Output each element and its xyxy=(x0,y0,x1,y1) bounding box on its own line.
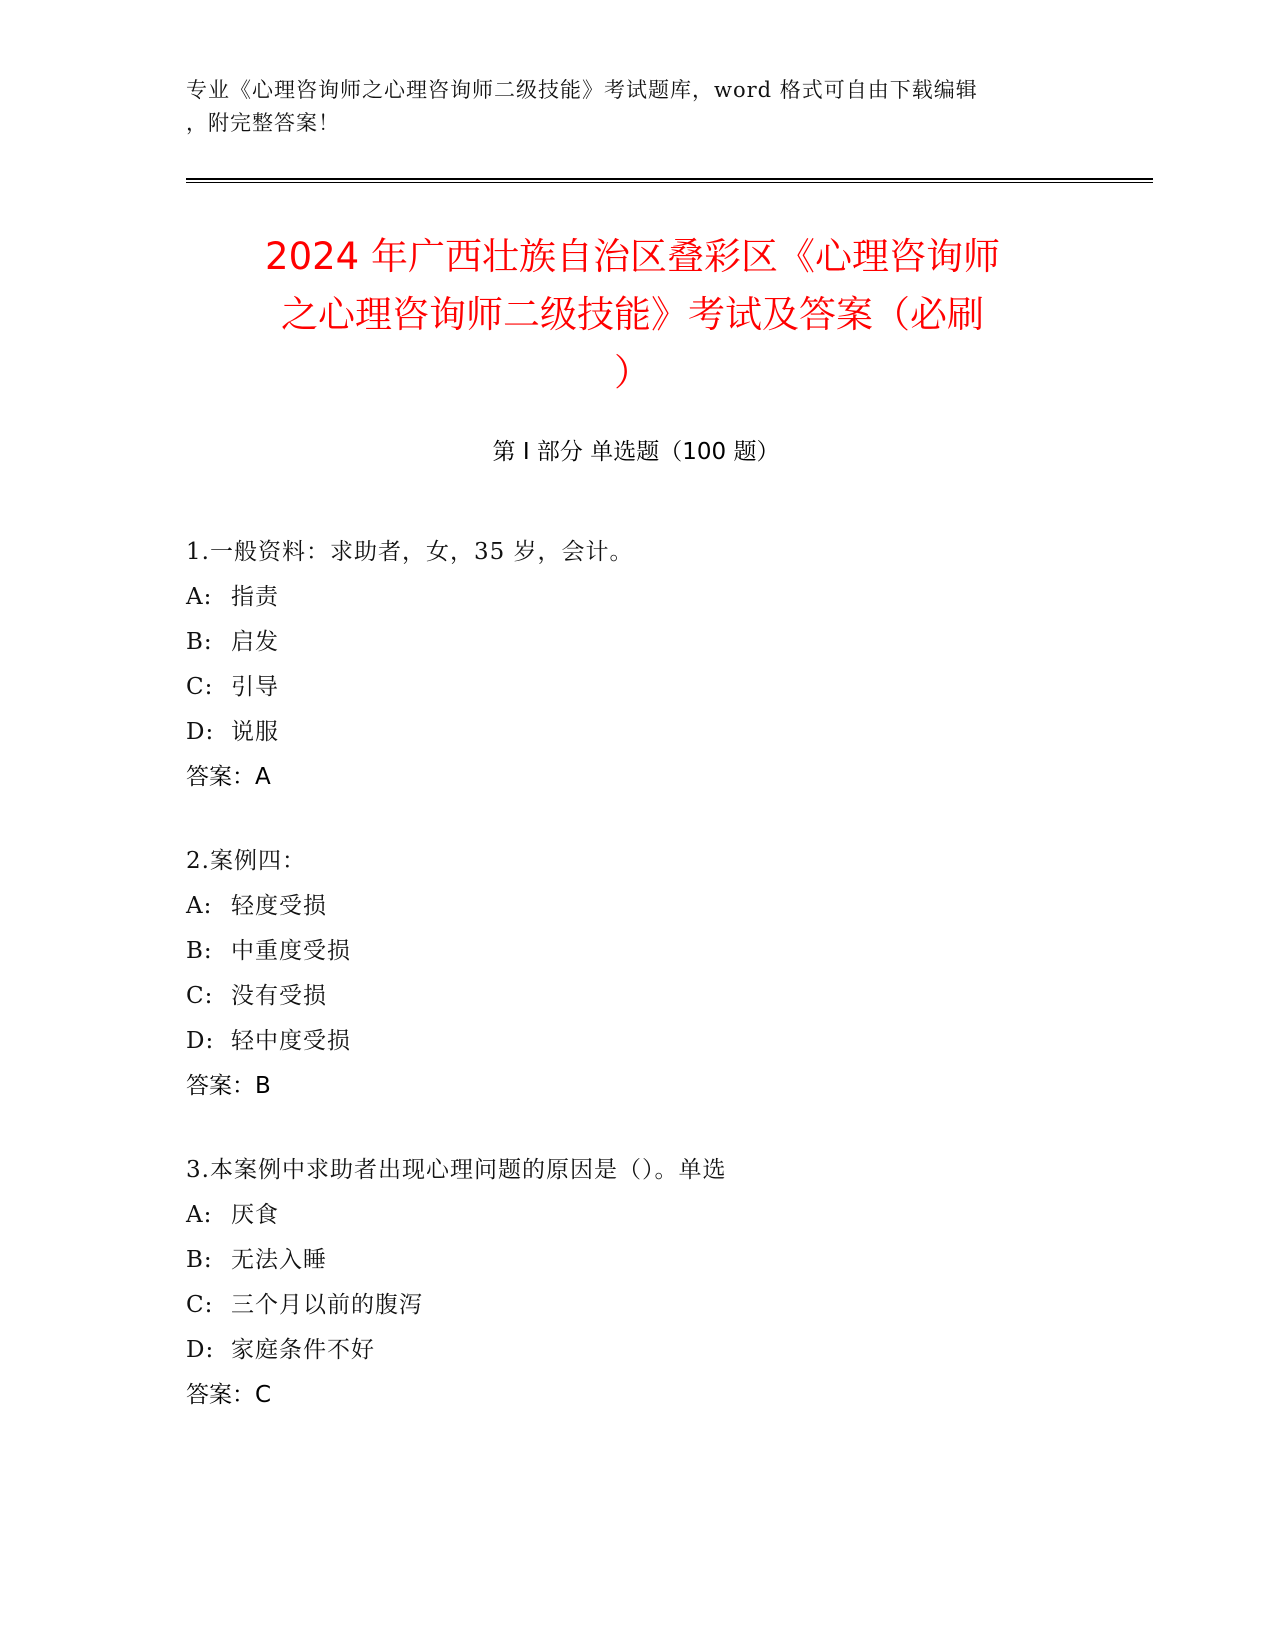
option-letter: A: xyxy=(186,584,213,610)
option-letter: D: xyxy=(186,719,215,745)
header-rule-thin xyxy=(186,182,1153,183)
option-letter: C: xyxy=(186,983,214,1009)
option-text: 轻度受损 xyxy=(231,893,327,919)
option-b xyxy=(186,929,1086,974)
option-text: 中重度受损 xyxy=(231,938,351,964)
question-stem: 1.一般资料：求助者，女，35 岁，会计。 xyxy=(186,539,634,565)
question-2 xyxy=(186,839,1086,1109)
option-text: 家庭条件不好 xyxy=(231,1337,375,1363)
option-text: 引导 xyxy=(231,674,279,700)
option-letter: A: xyxy=(186,893,213,919)
header-note xyxy=(186,74,1086,140)
header-note-line1: 专业《心理咨询师之心理咨询师二级技能》考试题库，word 格式可自由下载编辑 xyxy=(186,78,978,102)
question-list xyxy=(186,530,1086,1457)
option-text: 指责 xyxy=(231,584,279,610)
option-text: 没有受损 xyxy=(231,983,327,1009)
header-rule-thick xyxy=(186,178,1153,180)
option-letter: D: xyxy=(186,1028,215,1054)
question-1 xyxy=(186,530,1086,800)
answer-line: 答案：A xyxy=(186,764,271,790)
option-letter: C: xyxy=(186,1292,214,1318)
option-letter: B: xyxy=(186,629,213,655)
question-stem: 3.本案例中求助者出现心理问题的原因是（）。单选 xyxy=(186,1157,727,1183)
option-b xyxy=(186,1238,1086,1283)
document-title-line1: 2024 年广西壮族自治区叠彩区《心理咨询师 xyxy=(265,235,1000,278)
option-text: 厌食 xyxy=(231,1202,279,1228)
document-title xyxy=(180,228,1085,402)
option-a xyxy=(186,1193,1086,1238)
option-text: 说服 xyxy=(231,719,279,745)
header-note-line2: ，附完整答案！ xyxy=(186,111,340,135)
option-b xyxy=(186,620,1086,665)
question-stem: 2.案例四： xyxy=(186,848,306,874)
section-title: 第 I 部分 单选题（100 题） xyxy=(492,439,780,465)
document-title-line3: ） xyxy=(614,351,651,394)
option-letter: D: xyxy=(186,1337,215,1363)
option-c xyxy=(186,974,1086,1019)
option-a xyxy=(186,575,1086,620)
answer-line: 答案：B xyxy=(186,1073,271,1099)
document-title-line2: 之心理咨询师二级技能》考试及答案（必刷 xyxy=(281,293,984,336)
option-d xyxy=(186,1019,1086,1064)
option-d xyxy=(186,1328,1086,1373)
option-c xyxy=(186,1283,1086,1328)
option-text: 轻中度受损 xyxy=(231,1028,351,1054)
option-letter: B: xyxy=(186,938,213,964)
option-text: 无法入睡 xyxy=(231,1247,327,1273)
option-letter: C: xyxy=(186,674,214,700)
option-d xyxy=(186,710,1086,755)
option-text: 启发 xyxy=(231,629,279,655)
answer-line: 答案：C xyxy=(186,1382,272,1408)
option-c xyxy=(186,665,1086,710)
option-letter: A: xyxy=(186,1202,213,1228)
option-text: 三个月以前的腹泻 xyxy=(231,1292,423,1318)
question-3 xyxy=(186,1148,1086,1418)
option-letter: B: xyxy=(186,1247,213,1273)
option-a xyxy=(186,884,1086,929)
